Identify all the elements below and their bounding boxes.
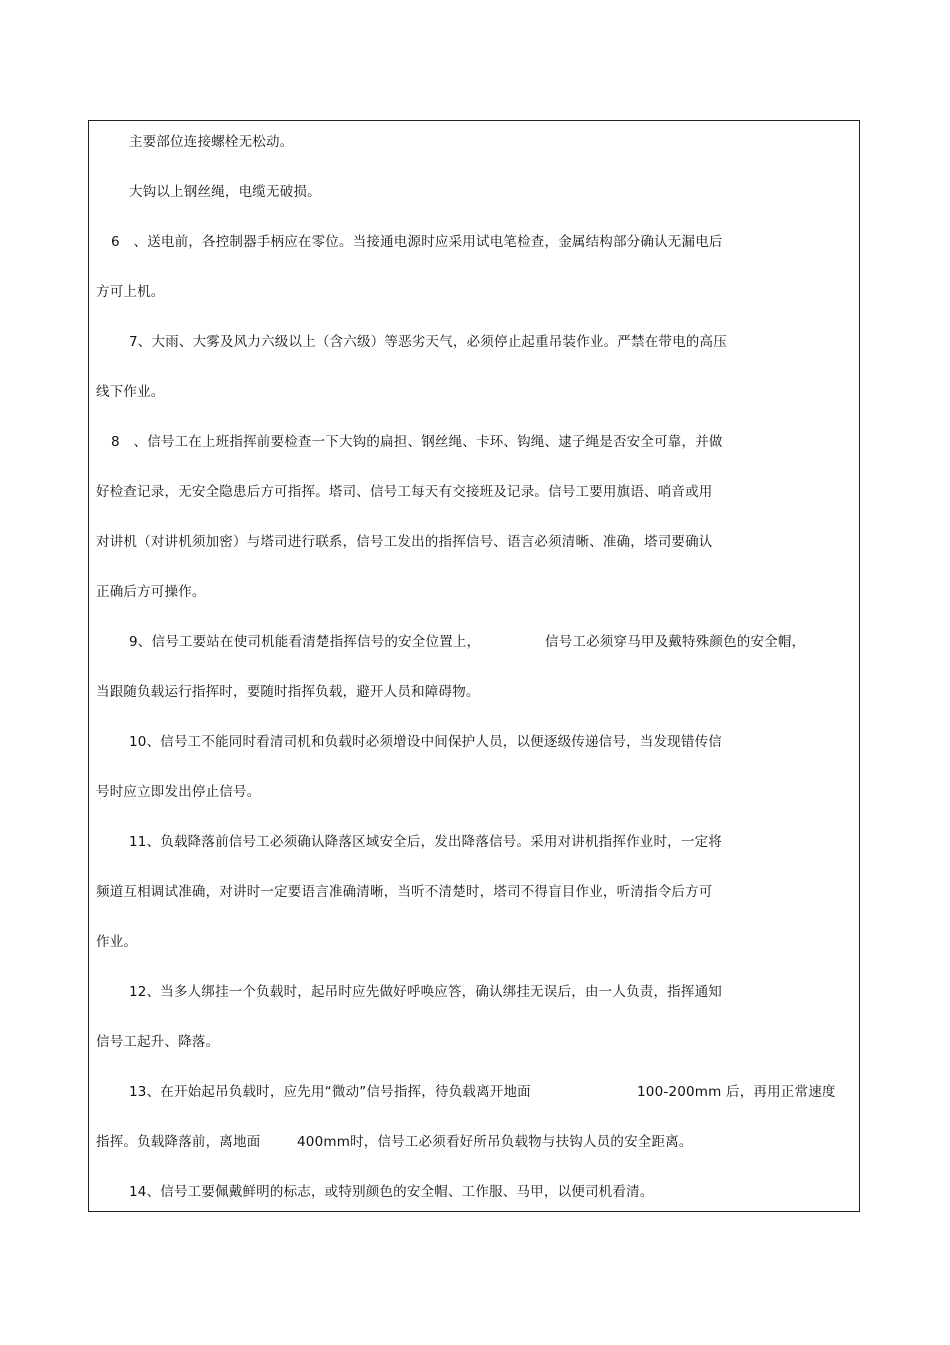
- text-line: 信号工起升、降落。: [96, 1034, 220, 1050]
- text-line: 指挥。负载降落前，离地面: [96, 1134, 261, 1150]
- text-line: 方可上机。: [96, 284, 165, 300]
- text-line: 9、信号工要站在使司机能看清楚指挥信号的安全位置上，: [129, 634, 481, 650]
- text-line: 信号工必须穿马甲及戴特殊颜色的安全帽，: [545, 634, 806, 650]
- text-line: 频道互相调试准确，对讲时一定要语言准确清晰，当听不清楚时，塔司不得盲目作业，听清指令后方可: [96, 884, 713, 900]
- text-line: 当跟随负载运行指挥时，要随时指挥负载，避开人员和障碍物。: [96, 684, 480, 700]
- text-line: 好检查记录，无安全隐患后方可指挥。塔司、信号工每天有交接班及记录。信号工要用旗语、哨音或用: [96, 484, 713, 500]
- text-line: 8 、信号工在上班指挥前要检查一下大钩的扁担、钢丝绳、卡环、钩绳、逮子绳是否安全可靠，并做: [111, 434, 723, 450]
- text-line: 13、在开始起吊负载时，应先用“微动”信号指挥，待负载离开地面: [129, 1084, 531, 1100]
- text-line: 号时应立即发出停止信号。: [96, 784, 261, 800]
- text-line: 400mm时，信号工必须看好所吊负载物与扶钩人员的安全距离。: [297, 1134, 693, 1150]
- text-line: 主要部位连接螺栓无松动。: [129, 134, 294, 150]
- text-line: 大钩以上钢丝绳，电缆无破损。: [129, 184, 321, 200]
- text-line: 10、信号工不能同时看清司机和负载时必须增设中间保护人员，以便逐级传递信号，当发现错传信: [129, 734, 722, 750]
- text-line: 14、信号工要佩戴鲜明的标志，或特别颜色的安全帽、工作服、马甲，以便司机看清。: [129, 1184, 654, 1200]
- text-line: 作业。: [96, 934, 138, 950]
- text-line: 线下作业。: [96, 384, 165, 400]
- text-line: 11、负载降落前信号工必须确认降落区域安全后，发出降落信号。采用对讲机指挥作业时，一定将: [129, 834, 722, 850]
- text-line: 正确后方可操作。: [96, 584, 206, 600]
- text-line: 100-200mm 后，再用正常速度: [637, 1084, 836, 1100]
- text-line: 12、当多人绑挂一个负载时，起吊时应先做好呼唤应答，确认绑挂无误后，由一人负责，指挥通知: [129, 984, 722, 1000]
- text-line: 对讲机（对讲机须加密）与塔司进行联系，信号工发出的指挥信号、语言必须清晰、准确，塔司要确认: [96, 534, 713, 550]
- text-line: 6 、送电前，各控制器手柄应在零位。当接通电源时应采用试电笔检查，金属结构部分确认无漏电后: [111, 234, 723, 250]
- text-line: 7、大雨、大雾及风力六级以上（含六级）等恶劣天气，必须停止起重吊装作业。严禁在带电的高压: [129, 334, 727, 350]
